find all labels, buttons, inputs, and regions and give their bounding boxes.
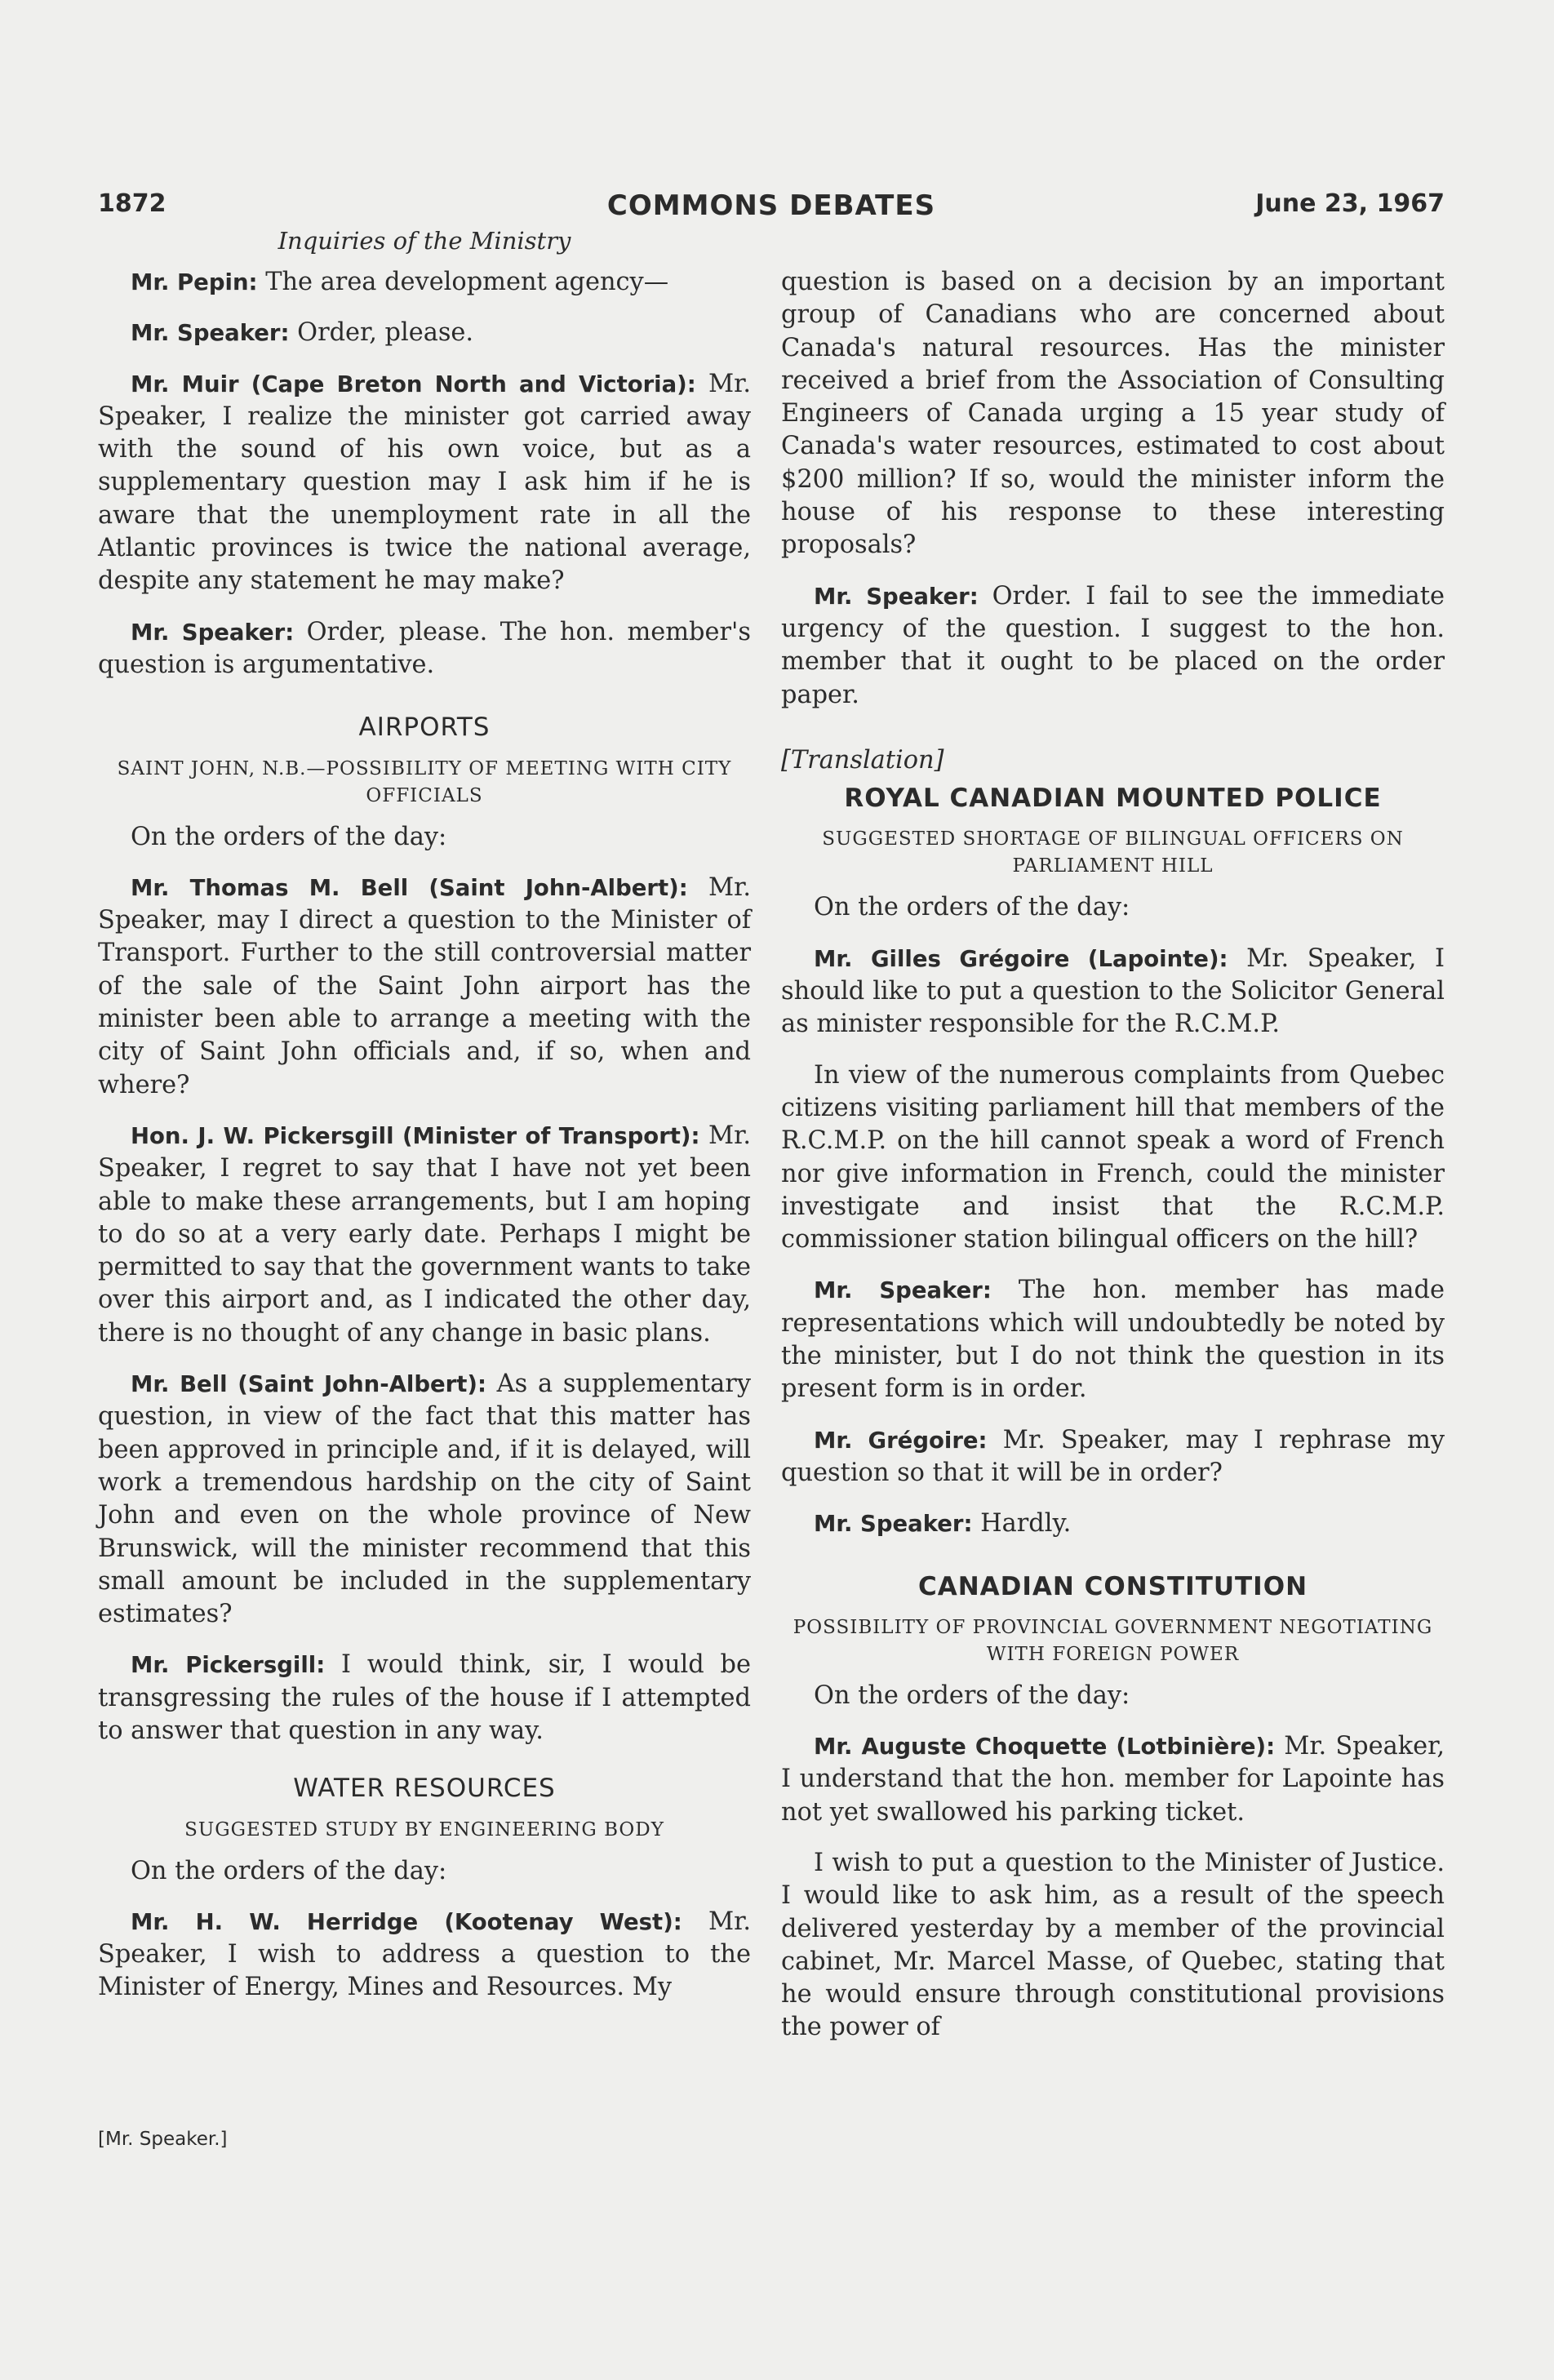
paragraph: Mr. Gilles Grégoire (Lapointe): Mr. Speaker, I should like to put a question to the Solicitor General as minister responsible for the R.C.M.P. xyxy=(781,944,1445,1039)
paragraph: Mr. Speaker: Order. I fail to see the immediate urgency of the question. I suggest to the hon. member that it ought to be placed on the order paper. xyxy=(781,581,1445,709)
paragraph: On the orders of the day: xyxy=(814,893,1130,922)
section-heading: ROYAL CANADIAN MOUNTED POLICE xyxy=(844,784,1382,814)
speaker-name: Mr. Thomas M. Bell (Saint John-Albert): xyxy=(131,874,688,901)
issue-date: June 23, 1967 xyxy=(1255,189,1445,218)
speaker-name: Mr. Speaker: xyxy=(814,1277,992,1304)
speaker-name: Mr. Pickersgill: xyxy=(131,1652,326,1679)
speaker-name: Hon. J. W. Pickersgill (Minister of Transport): xyxy=(131,1122,700,1149)
section-heading: CANADIAN CONSTITUTION xyxy=(917,1571,1308,1601)
running-head: Inquiries of the Ministry xyxy=(278,227,571,255)
section-heading: AIRPORTS xyxy=(358,713,491,743)
speaker-name: Mr. Speaker: xyxy=(814,1511,973,1538)
speaker-name: Mr. Grégoire: xyxy=(814,1427,988,1454)
paragraph: Mr. Thomas M. Bell (Saint John-Albert): Mr. Speaker, may I direct a question to the Minister of Transport. Further to the still controversial matter of the sale of the Saint John airport has the minister been able to arrange a meeting with the city of Saint John officials and, if so, when and where? xyxy=(98,873,751,1099)
page-number: 1872 xyxy=(98,189,166,218)
paragraph: Mr. Pickersgill: I would think, sir, I would be transgressing the rules of the house if I attempted to answer that question in any way. xyxy=(98,1650,751,1745)
paragraph: On the orders of the day: xyxy=(814,1681,1130,1710)
paragraph: Mr. Auguste Choquette (Lotbinière): Mr. Speaker, I understand that the hon. member for Lapointe has not yet swallowed his parking ticket. xyxy=(781,1732,1445,1827)
paragraph: Mr. Speaker: Hardly. xyxy=(814,1509,1072,1539)
speaker-name: Mr. H. W. Herridge (Kootenay West): xyxy=(131,1908,682,1935)
speaker-name: Mr. Auguste Choquette (Lotbinière): xyxy=(814,1734,1276,1761)
paragraph: On the orders of the day: xyxy=(131,1856,447,1885)
section-subheading: POSSIBILITY OF PROVINCIAL GOVERNMENT NEGOTIATING WITH FOREIGN POWER xyxy=(793,1616,1433,1665)
paragraph: Mr. Speaker: Order, please. xyxy=(131,318,474,348)
paragraph: I wish to put a question to the Minister of Justice. I would like to ask him, as a result of the speech delivered yesterday by a member of the provincial cabinet, Mr. Marcel Masse, of Quebec, stating that he would ensure through constitutional provisions the power of xyxy=(781,1848,1445,2042)
speaker-name: Mr. Gilles Grégoire (Lapointe): xyxy=(814,945,1228,972)
speaker-name: Mr. Pepin: xyxy=(131,269,258,295)
paragraph: Mr. Speaker: The hon. member has made representations which will undoubtedly be noted by the minister, but I do not think the question in its present form is in order. xyxy=(781,1276,1445,1404)
paragraph: Mr. Pepin: The area development agency— xyxy=(131,268,669,296)
paragraph: Mr. Bell (Saint John-Albert): As a supplementary question, in view of the fact that this matter has been approved in principle and, if it is delayed, will work a tremendous hardship on the city of Saint John and even on the whole province of New Brunswick, will the minister recommend that this small amount be included in the supplementary estimates? xyxy=(98,1370,751,1629)
speaker-name: Mr. Bell (Saint John-Albert): xyxy=(131,1371,486,1398)
paragraph: Mr. Grégoire: Mr. Speaker, may I rephrase my question so that it will be in order? xyxy=(781,1425,1445,1487)
footer-note: [Mr. Speaker.] xyxy=(98,2129,228,2150)
paragraph: Mr. Muir (Cape Breton North and Victoria): Mr. Speaker, I realize the minister got carried away with the sound of his own voice, but as a supplementary question may I ask him if he is aware that the unemployment rate in all the Atlantic provinces is twice the national average, despite any statement he may make? xyxy=(98,369,751,596)
page-header xyxy=(98,189,1445,230)
left-column xyxy=(98,266,751,2023)
translation-note: [Translation] xyxy=(781,745,944,775)
paragraph: Mr. Speaker: Order, please. The hon. member's question is argumentative. xyxy=(98,617,751,679)
paragraph: In view of the numerous complaints from Quebec citizens visiting parliament hill that members of the R.C.M.P. on the hill cannot speak a word of French nor give information in French, could the minister investigate and insist that the R.C.M.P. commissioner station bilingual officers on the hill? xyxy=(781,1060,1445,1254)
paragraph: Hon. J. W. Pickersgill (Minister of Transport): Mr. Speaker, I regret to say that I have not yet been able to make these arrangements, but I am hoping to do so at a very early date. Perhaps I might be permitted to say that the government wants to take over this airport and, as I indicated the other day, there is no thought of any change in basic plans. xyxy=(98,1121,751,1348)
section-subheading: SUGGESTED SHORTAGE OF BILINGUAL OFFICERS ON PARLIAMENT HILL xyxy=(822,828,1404,877)
speaker-name: Mr. Speaker: xyxy=(814,583,979,610)
section-heading: WATER RESOURCES xyxy=(293,1774,556,1804)
publication-title: COMMONS DEBATES xyxy=(606,189,936,222)
paragraph: Mr. H. W. Herridge (Kootenay West): Mr. Speaker, I wish to address a question to the Minister of Energy, Mines and Resources. My xyxy=(98,1907,751,2002)
speaker-name: Mr. Speaker: xyxy=(131,320,290,347)
right-column xyxy=(781,266,1445,2063)
section-subheading: SAINT JOHN, N.B.—POSSIBILITY OF MEETING WITH CITY OFFICIALS xyxy=(117,757,732,806)
speaker-name: Mr. Speaker: xyxy=(131,619,295,646)
section-subheading: SUGGESTED STUDY BY ENGINEERING BODY xyxy=(184,1818,664,1841)
paragraph: On the orders of the day: xyxy=(131,822,447,851)
speaker-name: Mr. Muir (Cape Breton North and Victoria): xyxy=(131,371,696,397)
paragraph: question is based on a decision by an important group of Canadians who are concerned about Canada's natural resources. Has the minister received a brief from the Association of Consulting Engineers of Canada urging a 15 year study of Canada's water resources, estimated to cost about $200 million? If so, would the minister inform the house of his response to these interesting proposals? xyxy=(781,268,1445,560)
